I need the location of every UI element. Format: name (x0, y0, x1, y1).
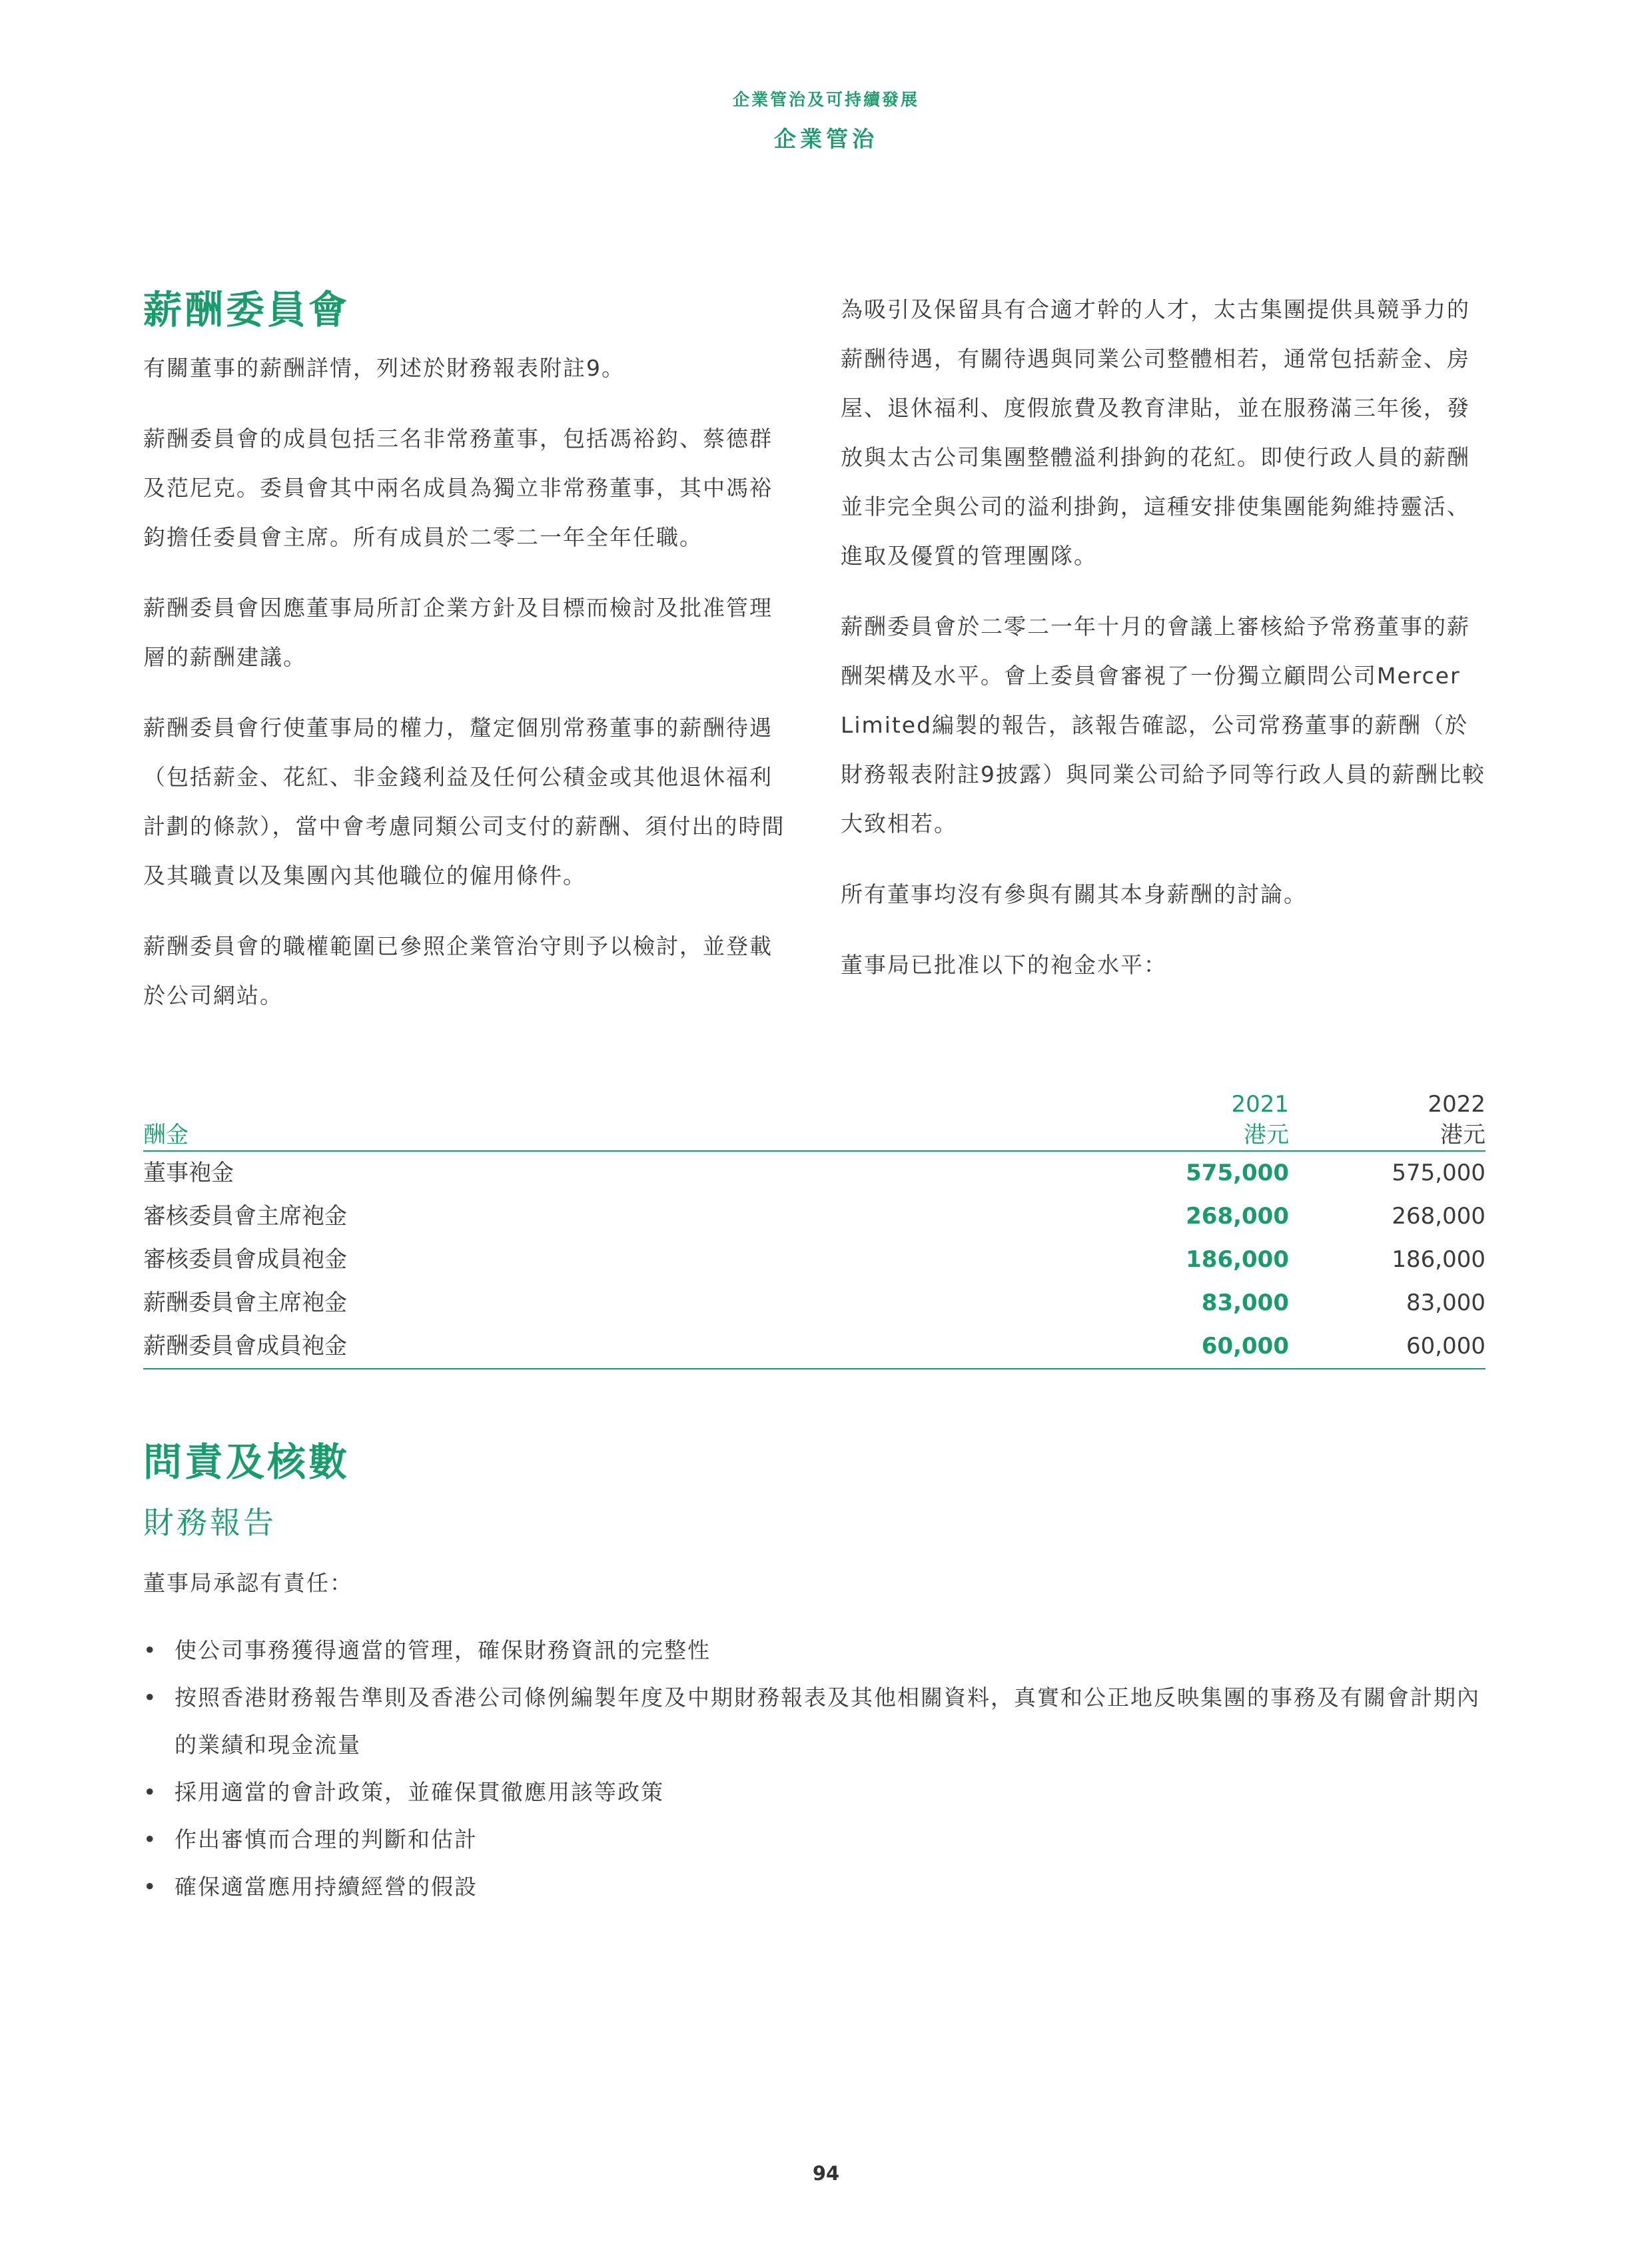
list-item (143, 1816, 1485, 1863)
remuneration-committee-heading: 薪酬委員會 (143, 287, 350, 332)
bullet-icon: • (143, 1826, 158, 1852)
fee-2022: 268,000 (1392, 1203, 1485, 1230)
bullet-icon: • (143, 1637, 158, 1663)
list-item-text: 採用適當的會計政策，並確保貫徹應用該等政策 (175, 1779, 664, 1805)
fee-2021: 60,000 (1201, 1333, 1289, 1359)
accountability-heading: 問責及核數 (143, 1439, 350, 1485)
left-column (143, 280, 788, 1020)
accountability-section (143, 1432, 1485, 1910)
bullet-icon: • (143, 1779, 158, 1805)
list-item (143, 1768, 1485, 1816)
page-number: 94 (812, 2162, 840, 2185)
unit-2022: 港元 (1440, 1122, 1485, 1148)
list-item-text: 按照香港財務報告準則及香港公司條例編製年度及中期財務報表及其他相關資料，真實和公正地反映集團的事務及有關會計期內的業績和現金流量 (175, 1684, 1480, 1758)
list-item-text: 作出審慎而合理的判斷和估計 (175, 1826, 478, 1852)
fee-2021: 575,000 (1186, 1160, 1289, 1186)
table-row (143, 1325, 1485, 1369)
bullet-icon: • (143, 1874, 158, 1900)
header-page-title: 企業管治 (774, 126, 878, 152)
paragraph: 有關董事的薪酬詳情，列述於財務報表附註9。 (143, 355, 625, 381)
fees-table (143, 1089, 1485, 1369)
fee-2022: 575,000 (1392, 1160, 1485, 1186)
paragraph: 所有董事均沒有參與有關其本身薪酬的討論。 (841, 881, 1307, 907)
list-item (143, 1674, 1485, 1768)
list-item (143, 1627, 1485, 1674)
paragraph: 薪酬委員會於二零二一年十月的會議上審核給予常務董事的薪酬架構及水平。會上委員會審視了一份獨立顧問公司Mercer Limited編製的報告，該報告確認，公司常務董事的薪酬（於財務報表附註9披露）與同業公司給予同等行政人員的薪酬比較大致相若。 (841, 613, 1485, 837)
list-item (143, 1863, 1485, 1910)
column-header-2022 (1289, 1089, 1485, 1151)
fee-label: 薪酬委員會成員袍金 (143, 1333, 347, 1359)
list-item-text: 確保適當應用持續經營的假設 (175, 1874, 478, 1900)
fee-2022: 83,000 (1406, 1290, 1485, 1316)
header-section-title: 企業管治及可持續發展 (732, 90, 919, 109)
year-2022: 2022 (1428, 1091, 1485, 1118)
table-header-row (143, 1089, 1485, 1151)
responsibility-intro: 董事局承認有責任： (143, 1570, 353, 1596)
paragraph: 薪酬委員會因應董事局所訂企業方針及目標而檢討及批准管理層的薪酬建議。 (143, 595, 773, 670)
fee-2022: 60,000 (1406, 1333, 1485, 1359)
table-row (143, 1151, 1485, 1195)
paragraph: 薪酬委員會的職權範圍已參照企業管治守則予以檢討，並登載於公司網站。 (143, 933, 773, 1008)
financial-reporting-subheading: 財務報告 (143, 1505, 276, 1541)
right-column (841, 280, 1485, 990)
table-row (143, 1195, 1485, 1238)
fee-2022: 186,000 (1392, 1246, 1485, 1273)
bullet-icon: • (143, 1684, 158, 1710)
table-row (143, 1238, 1485, 1282)
responsibility-list (143, 1627, 1485, 1910)
paragraph: 薪酬委員會的成員包括三名非常務董事，包括馮裕鈞、蔡德群及范尼克。委員會其中兩名成員為獨立非常務董事，其中馮裕鈞擔任委員會主席。所有成員於二零二一年全年任職。 (143, 426, 773, 550)
fee-2021: 83,000 (1201, 1290, 1289, 1316)
paragraph: 董事局已批准以下的袍金水平： (841, 952, 1167, 978)
table-row (143, 1282, 1485, 1325)
column-header-label: 酬金 (143, 1122, 189, 1148)
fee-label: 審核委員會成員袍金 (143, 1246, 347, 1273)
fee-2021: 186,000 (1186, 1246, 1289, 1273)
fee-label: 薪酬委員會主席袍金 (143, 1290, 347, 1316)
paragraph: 為吸引及保留具有合適才幹的人才，太古集團提供具競爭力的薪酬待遇，有關待遇與同業公司整體相若，通常包括薪金、房屋、退休福利、度假旅費及教育津貼，並在服務滿三年後，發放與太古公司集團整體溢利掛鉤的花紅。即使行政人員的薪酬並非完全與公司的溢利掛鉤，這種安排使集團能夠維持靈活、進取及優質的管理團隊。 (841, 296, 1470, 569)
year-2021: 2021 (1231, 1091, 1289, 1118)
list-item-text: 使公司事務獲得適當的管理，確保財務資訊的完整性 (175, 1637, 711, 1663)
unit-2021: 港元 (1244, 1122, 1289, 1148)
paragraph: 薪酬委員會行使董事局的權力，釐定個別常務董事的薪酬待遇（包括薪金、花紅、非金錢利益及任何公積金或其他退休福利計劃的條款），當中會考慮同類公司支付的薪酬、須付出的時間及其職責以及集團內其他職位的僱用條件。 (143, 715, 785, 889)
fee-2021: 268,000 (1186, 1203, 1289, 1230)
column-header-2021 (1023, 1089, 1289, 1151)
fee-label: 審核委員會主席袍金 (143, 1203, 347, 1230)
fee-label: 董事袍金 (143, 1160, 234, 1186)
